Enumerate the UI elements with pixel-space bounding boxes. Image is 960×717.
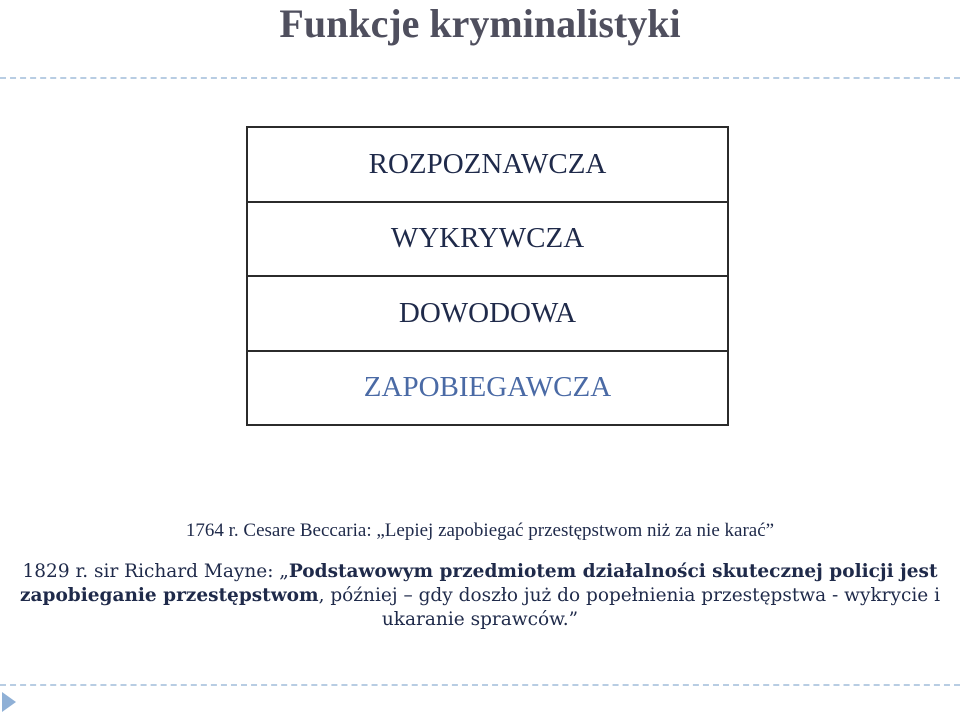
function-recognition: ROZPOZNAWCZA xyxy=(248,128,727,203)
function-detection: WYKRYWCZA xyxy=(248,203,727,278)
functions-table xyxy=(246,126,729,426)
quote-mayne xyxy=(16,560,944,632)
function-prevention: ZAPOBIEGAWCZA xyxy=(363,371,612,404)
function-evidence: DOWODOWA xyxy=(248,277,727,352)
bottom-divider xyxy=(0,684,960,686)
slide-title: Funkcje kryminalistyki xyxy=(279,1,681,46)
top-divider xyxy=(0,77,960,79)
quote-mayne-bold: Podstawowym przedmiotem działalności skutecznej policji jest zapobieganie przestępstwom xyxy=(20,561,938,606)
quote-mayne-intro: 1829 r. sir Richard Mayne: „ xyxy=(22,561,289,582)
quote-beccaria: 1764 r. Cesare Beccaria: „Lepiej zapobiegać przestępstwom niż za nie karać” xyxy=(185,520,775,541)
quote-mayne-rest: , później – gdy doszło już do popełnienia przestępstwa - wykrycie i ukaranie sprawców.” xyxy=(318,585,940,630)
triangle-right-icon[interactable] xyxy=(2,692,16,712)
